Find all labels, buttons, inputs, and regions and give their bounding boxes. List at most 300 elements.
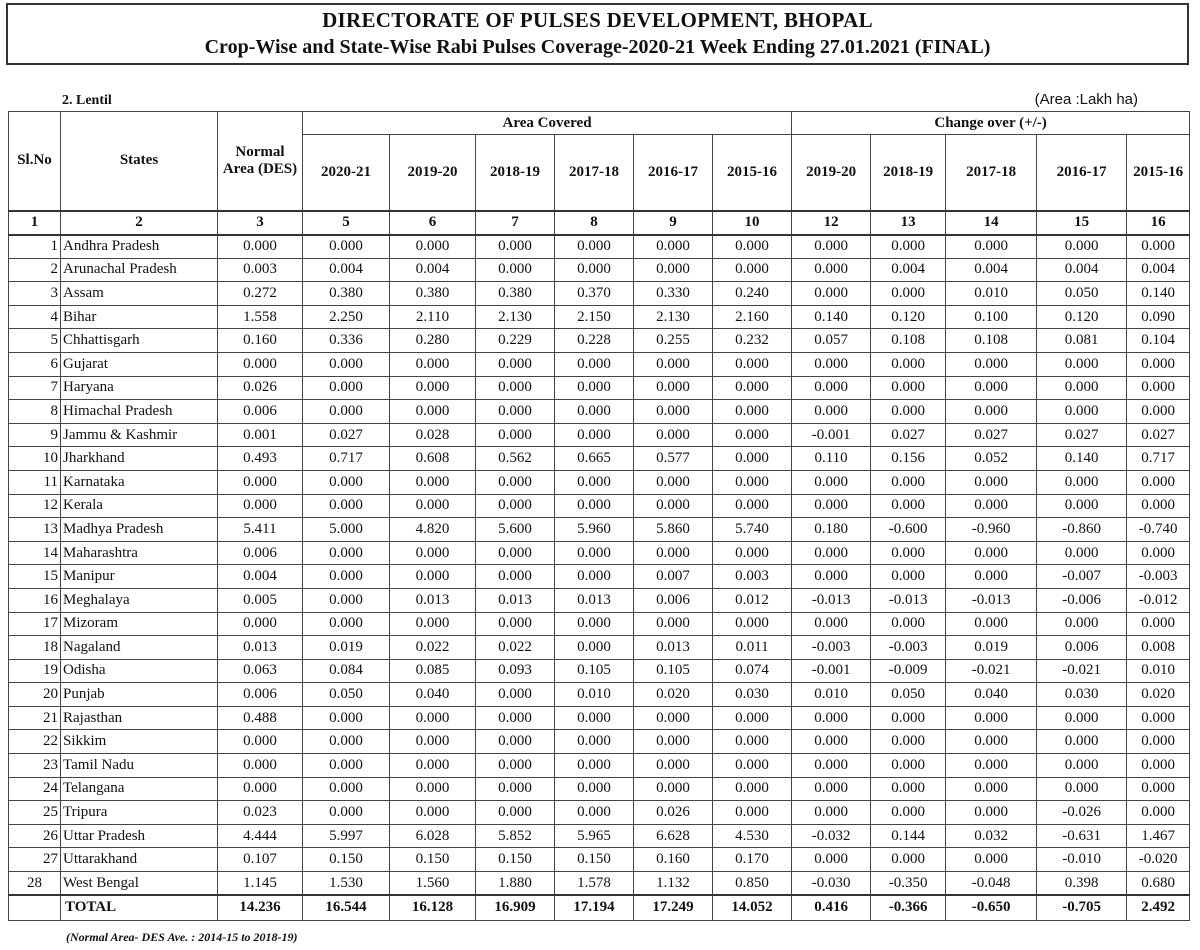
- table-cell: 0.228: [555, 329, 634, 353]
- table-cell: 0.003: [218, 258, 303, 282]
- table-cell: 0.000: [871, 235, 946, 259]
- table-cell: -0.860: [1037, 518, 1127, 542]
- row-state-name: Meghalaya: [61, 588, 218, 612]
- units-label: (Area :Lakh ha): [1034, 91, 1138, 108]
- table-cell: 4.444: [218, 824, 303, 848]
- table-cell: 0.000: [871, 848, 946, 872]
- table-cell: 0.000: [1037, 730, 1127, 754]
- table-row: [9, 824, 1190, 848]
- table-cell: 0.057: [792, 329, 871, 353]
- row-serial-number: 13: [9, 518, 61, 542]
- total-cell: 14.236: [218, 895, 303, 920]
- table-cell: -0.350: [871, 872, 946, 896]
- header-row-groups: [9, 112, 1190, 135]
- row-serial-number: 3: [9, 282, 61, 306]
- table-cell: 0.000: [218, 352, 303, 376]
- row-serial-number: 27: [9, 848, 61, 872]
- table-cell: 0.000: [390, 777, 476, 801]
- table-cell: 0.013: [476, 588, 555, 612]
- row-serial-number: 9: [9, 423, 61, 447]
- table-cell: 0.398: [1037, 872, 1127, 896]
- row-serial-number: 16: [9, 588, 61, 612]
- table-cell: 5.000: [303, 518, 390, 542]
- title-box: [6, 3, 1189, 65]
- table-cell: -0.001: [792, 659, 871, 683]
- table-cell: 0.000: [871, 352, 946, 376]
- table-cell: 0.010: [946, 282, 1037, 306]
- table-cell: 0.170: [713, 848, 792, 872]
- row-serial-number: 21: [9, 706, 61, 730]
- row-state-name: Nagaland: [61, 636, 218, 660]
- table-cell: 0.000: [390, 801, 476, 825]
- table-cell: 0.063: [218, 659, 303, 683]
- table-cell: 0.000: [946, 612, 1037, 636]
- header-area-year: 2018-19: [476, 135, 555, 211]
- table-cell: 0.000: [1127, 801, 1190, 825]
- table-cell: 0.000: [1127, 352, 1190, 376]
- table-cell: 0.000: [555, 400, 634, 424]
- table-cell: 0.000: [946, 470, 1037, 494]
- table-cell: 0.255: [634, 329, 713, 353]
- table-cell: -0.009: [871, 659, 946, 683]
- table-cell: 0.000: [792, 848, 871, 872]
- table-cell: 0.000: [476, 376, 555, 400]
- table-cell: 0.000: [476, 400, 555, 424]
- table-cell: 0.000: [946, 730, 1037, 754]
- table-cell: 0.000: [1037, 235, 1127, 259]
- table-cell: 5.600: [476, 518, 555, 542]
- row-serial-number: 28: [9, 872, 61, 896]
- header-change-year: 2015-16: [1127, 135, 1190, 211]
- table-cell: 0.000: [303, 565, 390, 589]
- table-cell: 0.000: [634, 706, 713, 730]
- table-row: [9, 872, 1190, 896]
- crop-section-label: 2. Lentil: [62, 93, 112, 108]
- total-cell: 17.249: [634, 895, 713, 920]
- table-cell: 0.000: [634, 470, 713, 494]
- table-cell: 0.000: [871, 282, 946, 306]
- table-cell: 0.105: [555, 659, 634, 683]
- table-cell: 0.004: [303, 258, 390, 282]
- table-cell: 0.000: [946, 801, 1037, 825]
- table-cell: 0.000: [476, 258, 555, 282]
- table-cell: 0.000: [1037, 400, 1127, 424]
- table-cell: 0.000: [390, 754, 476, 778]
- table-cell: 0.000: [713, 777, 792, 801]
- table-row: [9, 376, 1190, 400]
- table-cell: -0.960: [946, 518, 1037, 542]
- table-cell: 0.000: [713, 494, 792, 518]
- header-area-year: 2019-20: [390, 135, 476, 211]
- table-cell: 0.717: [1127, 447, 1190, 471]
- header-normal-area: Normal Area (DES): [218, 112, 303, 211]
- table-cell: 0.020: [1127, 683, 1190, 707]
- table-row: [9, 541, 1190, 565]
- header-area-year: 2017-18: [555, 135, 634, 211]
- row-state-name: Karnataka: [61, 470, 218, 494]
- table-cell: 0.000: [871, 706, 946, 730]
- table-cell: 0.000: [303, 754, 390, 778]
- row-serial-number: 1: [9, 235, 61, 259]
- table-cell: 0.108: [946, 329, 1037, 353]
- row-state-name: Arunachal Pradesh: [61, 258, 218, 282]
- table-cell: 0.000: [555, 258, 634, 282]
- column-number: 2: [61, 211, 218, 235]
- table-cell: 0.030: [1037, 683, 1127, 707]
- total-cell: 2.492: [1127, 895, 1190, 920]
- row-state-name: Andhra Pradesh: [61, 235, 218, 259]
- table-cell: 0.050: [303, 683, 390, 707]
- row-state-name: Punjab: [61, 683, 218, 707]
- table-cell: 0.090: [1127, 305, 1190, 329]
- header-area-year: 2016-17: [634, 135, 713, 211]
- table-cell: 0.006: [218, 400, 303, 424]
- table-cell: 0.004: [218, 565, 303, 589]
- table-cell: 0.000: [871, 494, 946, 518]
- table-cell: 0.150: [555, 848, 634, 872]
- table-cell: 0.000: [946, 754, 1037, 778]
- table-cell: 0.000: [303, 801, 390, 825]
- table-cell: 0.000: [792, 730, 871, 754]
- row-serial-number: 14: [9, 541, 61, 565]
- table-cell: 0.000: [634, 235, 713, 259]
- table-cell: -0.010: [1037, 848, 1127, 872]
- table-cell: 0.144: [871, 824, 946, 848]
- table-cell: 0.020: [634, 683, 713, 707]
- table-cell: -0.021: [946, 659, 1037, 683]
- row-serial-number: 5: [9, 329, 61, 353]
- column-number: 15: [1037, 211, 1127, 235]
- table-cell: -0.001: [792, 423, 871, 447]
- table-cell: 0.000: [792, 706, 871, 730]
- table-cell: 0.000: [713, 447, 792, 471]
- table-cell: 0.232: [713, 329, 792, 353]
- table-cell: 0.000: [1037, 612, 1127, 636]
- table-cell: 0.000: [634, 400, 713, 424]
- table-row: [9, 754, 1190, 778]
- header-change-year: 2017-18: [946, 135, 1037, 211]
- table-cell: 0.156: [871, 447, 946, 471]
- row-state-name: Mizoram: [61, 612, 218, 636]
- table-row: [9, 258, 1190, 282]
- table-cell: 2.130: [476, 305, 555, 329]
- row-serial-number: 18: [9, 636, 61, 660]
- table-cell: 0.000: [476, 235, 555, 259]
- table-cell: 0.000: [634, 612, 713, 636]
- table-cell: 0.000: [476, 801, 555, 825]
- total-cell: 16.128: [390, 895, 476, 920]
- table-cell: 0.717: [303, 447, 390, 471]
- table-cell: 0.000: [713, 400, 792, 424]
- row-state-name: Assam: [61, 282, 218, 306]
- row-state-name: Telangana: [61, 777, 218, 801]
- table-cell: 0.013: [218, 636, 303, 660]
- table-cell: 5.960: [555, 518, 634, 542]
- table-cell: 0.000: [713, 235, 792, 259]
- table-cell: 0.000: [476, 494, 555, 518]
- table-cell: 0.120: [1037, 305, 1127, 329]
- total-cell: -0.366: [871, 895, 946, 920]
- table-cell: 0.000: [555, 541, 634, 565]
- table-cell: 1.467: [1127, 824, 1190, 848]
- table-cell: 0.000: [476, 612, 555, 636]
- table-cell: 0.000: [303, 235, 390, 259]
- total-cell: -0.650: [946, 895, 1037, 920]
- table-cell: 0.110: [792, 447, 871, 471]
- row-serial-number: 23: [9, 754, 61, 778]
- row-serial-number: 7: [9, 376, 61, 400]
- table-cell: 0.380: [390, 282, 476, 306]
- table-cell: 0.013: [634, 636, 713, 660]
- table-cell: 0.000: [1127, 730, 1190, 754]
- table-cell: 0.000: [871, 777, 946, 801]
- table-cell: -0.600: [871, 518, 946, 542]
- table-cell: 5.740: [713, 518, 792, 542]
- row-state-name: Haryana: [61, 376, 218, 400]
- table-cell: 0.000: [1127, 470, 1190, 494]
- table-cell: 0.850: [713, 872, 792, 896]
- table-cell: 0.000: [1127, 494, 1190, 518]
- table-cell: 6.028: [390, 824, 476, 848]
- table-cell: 0.000: [303, 376, 390, 400]
- table-cell: 1.578: [555, 872, 634, 896]
- table-cell: 0.000: [871, 400, 946, 424]
- row-serial-number: 11: [9, 470, 61, 494]
- table-cell: 0.000: [1037, 352, 1127, 376]
- table-cell: 0.000: [476, 706, 555, 730]
- table-cell: 2.250: [303, 305, 390, 329]
- table-cell: 0.000: [871, 376, 946, 400]
- column-number: 5: [303, 211, 390, 235]
- table-cell: -0.007: [1037, 565, 1127, 589]
- table-cell: -0.021: [1037, 659, 1127, 683]
- row-state-name: Sikkim: [61, 730, 218, 754]
- table-cell: 0.000: [1127, 754, 1190, 778]
- table-cell: 6.628: [634, 824, 713, 848]
- table-row: [9, 565, 1190, 589]
- footnote: (Normal Area- DES Ave. : 2014-15 to 2018-19): [66, 930, 298, 944]
- table-cell: 0.012: [713, 588, 792, 612]
- table-cell: 0.000: [946, 376, 1037, 400]
- table-cell: 0.000: [713, 352, 792, 376]
- table-cell: 0.000: [1127, 235, 1190, 259]
- column-number: 7: [476, 211, 555, 235]
- table-cell: 0.013: [390, 588, 476, 612]
- table-cell: 0.000: [555, 612, 634, 636]
- table-cell: 0.027: [946, 423, 1037, 447]
- table-cell: 0.000: [792, 470, 871, 494]
- table-row: [9, 305, 1190, 329]
- table-cell: 5.860: [634, 518, 713, 542]
- table-cell: 5.965: [555, 824, 634, 848]
- table-cell: 0.000: [792, 565, 871, 589]
- report-subtitle: Crop-Wise and State-Wise Rabi Pulses Coverage-2020-21 Week Ending 27.01.2021 (FINAL): [204, 36, 991, 58]
- header-change-year: 2016-17: [1037, 135, 1127, 211]
- row-state-name: Maharashtra: [61, 541, 218, 565]
- table-cell: 0.000: [634, 541, 713, 565]
- table-cell: 0.052: [946, 447, 1037, 471]
- table-cell: 0.019: [946, 636, 1037, 660]
- table-row: [9, 494, 1190, 518]
- row-serial-number: 6: [9, 352, 61, 376]
- table-cell: 0.004: [390, 258, 476, 282]
- row-state-name: Kerala: [61, 494, 218, 518]
- table-row: [9, 683, 1190, 707]
- table-cell: 0.107: [218, 848, 303, 872]
- table-cell: 1.132: [634, 872, 713, 896]
- table-cell: 0.140: [1127, 282, 1190, 306]
- table-cell: 0.120: [871, 305, 946, 329]
- row-serial-number: 15: [9, 565, 61, 589]
- table-cell: 0.108: [871, 329, 946, 353]
- row-serial-number: 4: [9, 305, 61, 329]
- table-cell: -0.003: [871, 636, 946, 660]
- table-cell: -0.003: [1127, 565, 1190, 589]
- table-cell: 0.000: [946, 848, 1037, 872]
- table-cell: -0.006: [1037, 588, 1127, 612]
- total-cell: -0.705: [1037, 895, 1127, 920]
- table-cell: 0.380: [476, 282, 555, 306]
- table-cell: -0.631: [1037, 824, 1127, 848]
- table-cell: 0.000: [871, 612, 946, 636]
- header-group-area-covered: Area Covered: [303, 112, 792, 135]
- row-state-name: Gujarat: [61, 352, 218, 376]
- table-cell: 0.000: [713, 706, 792, 730]
- table-cell: 0.026: [218, 376, 303, 400]
- table-cell: 0.160: [218, 329, 303, 353]
- column-number: 10: [713, 211, 792, 235]
- total-cell: [9, 895, 61, 920]
- table-cell: 0.105: [634, 659, 713, 683]
- table-row: [9, 423, 1190, 447]
- table-cell: 0.280: [390, 329, 476, 353]
- table-cell: 0.030: [713, 683, 792, 707]
- total-cell: 0.416: [792, 895, 871, 920]
- table-cell: 0.608: [390, 447, 476, 471]
- table-cell: 5.411: [218, 518, 303, 542]
- table-cell: 0.004: [946, 258, 1037, 282]
- table-cell: 0.000: [303, 730, 390, 754]
- table-cell: 0.000: [871, 541, 946, 565]
- table-cell: 0.000: [871, 470, 946, 494]
- table-cell: 0.000: [713, 470, 792, 494]
- table-cell: 0.000: [713, 423, 792, 447]
- row-state-name: Bihar: [61, 305, 218, 329]
- table-cell: 0.013: [555, 588, 634, 612]
- table-cell: 2.150: [555, 305, 634, 329]
- table-cell: 0.000: [634, 352, 713, 376]
- table-cell: 0.000: [713, 754, 792, 778]
- table-cell: 0.000: [218, 777, 303, 801]
- table-cell: 0.000: [390, 352, 476, 376]
- table-cell: 0.665: [555, 447, 634, 471]
- table-row: [9, 612, 1190, 636]
- table-cell: 0.488: [218, 706, 303, 730]
- table-cell: 0.000: [303, 470, 390, 494]
- table-cell: 0.000: [476, 730, 555, 754]
- table-cell: 0.000: [946, 777, 1037, 801]
- table-cell: 0.000: [555, 801, 634, 825]
- table-cell: 0.001: [218, 423, 303, 447]
- table-cell: 0.150: [303, 848, 390, 872]
- header-slno: Sl.No: [9, 112, 61, 211]
- table-cell: 0.000: [946, 706, 1037, 730]
- table-cell: -0.013: [871, 588, 946, 612]
- table-row: [9, 777, 1190, 801]
- table-cell: 0.000: [1127, 706, 1190, 730]
- table-cell: 0.040: [390, 683, 476, 707]
- table-cell: 0.000: [792, 612, 871, 636]
- total-row: [9, 895, 1190, 920]
- table-cell: 0.000: [871, 754, 946, 778]
- table-cell: 0.000: [390, 730, 476, 754]
- table-cell: 0.004: [871, 258, 946, 282]
- table-row: [9, 447, 1190, 471]
- row-state-name: West Bengal: [61, 872, 218, 896]
- table-cell: 0.000: [390, 494, 476, 518]
- table-cell: 4.820: [390, 518, 476, 542]
- table-cell: 0.000: [390, 612, 476, 636]
- table-cell: 0.000: [390, 541, 476, 565]
- total-cell: 17.194: [555, 895, 634, 920]
- table-cell: 0.000: [218, 730, 303, 754]
- table-cell: 0.050: [1037, 282, 1127, 306]
- table-row: [9, 588, 1190, 612]
- table-cell: 0.160: [634, 848, 713, 872]
- table-cell: 0.000: [792, 400, 871, 424]
- table-row: [9, 636, 1190, 660]
- table-row: [9, 400, 1190, 424]
- table-cell: 4.530: [713, 824, 792, 848]
- table-cell: 0.380: [303, 282, 390, 306]
- total-label: TOTAL: [61, 895, 218, 920]
- table-cell: 0.150: [476, 848, 555, 872]
- table-cell: 0.000: [871, 730, 946, 754]
- table-cell: 0.000: [1037, 754, 1127, 778]
- row-state-name: Odisha: [61, 659, 218, 683]
- table-cell: -0.048: [946, 872, 1037, 896]
- table-cell: 0.000: [555, 730, 634, 754]
- table-cell: 0.000: [792, 494, 871, 518]
- table-cell: 0.000: [390, 706, 476, 730]
- table-cell: 0.140: [1037, 447, 1127, 471]
- table-cell: 0.000: [634, 376, 713, 400]
- table-cell: 0.000: [792, 754, 871, 778]
- table-cell: 0.104: [1127, 329, 1190, 353]
- header-area-year: 2020-21: [303, 135, 390, 211]
- table-cell: 0.240: [713, 282, 792, 306]
- table-cell: 0.000: [946, 352, 1037, 376]
- table-cell: 0.011: [713, 636, 792, 660]
- table-row: [9, 329, 1190, 353]
- table-cell: 0.180: [792, 518, 871, 542]
- table-row: [9, 470, 1190, 494]
- table-cell: 0.000: [1127, 400, 1190, 424]
- table-cell: 0.000: [1127, 612, 1190, 636]
- table-cell: 0.007: [634, 565, 713, 589]
- table-cell: 0.000: [792, 258, 871, 282]
- table-cell: 0.027: [871, 423, 946, 447]
- table-cell: 0.003: [713, 565, 792, 589]
- table-cell: 0.000: [303, 706, 390, 730]
- table-cell: 0.000: [946, 235, 1037, 259]
- table-cell: 0.000: [713, 730, 792, 754]
- table-cell: 0.000: [555, 706, 634, 730]
- table-cell: 0.000: [871, 565, 946, 589]
- row-state-name: Tamil Nadu: [61, 754, 218, 778]
- table-cell: 0.000: [555, 376, 634, 400]
- table-cell: 0.000: [1037, 706, 1127, 730]
